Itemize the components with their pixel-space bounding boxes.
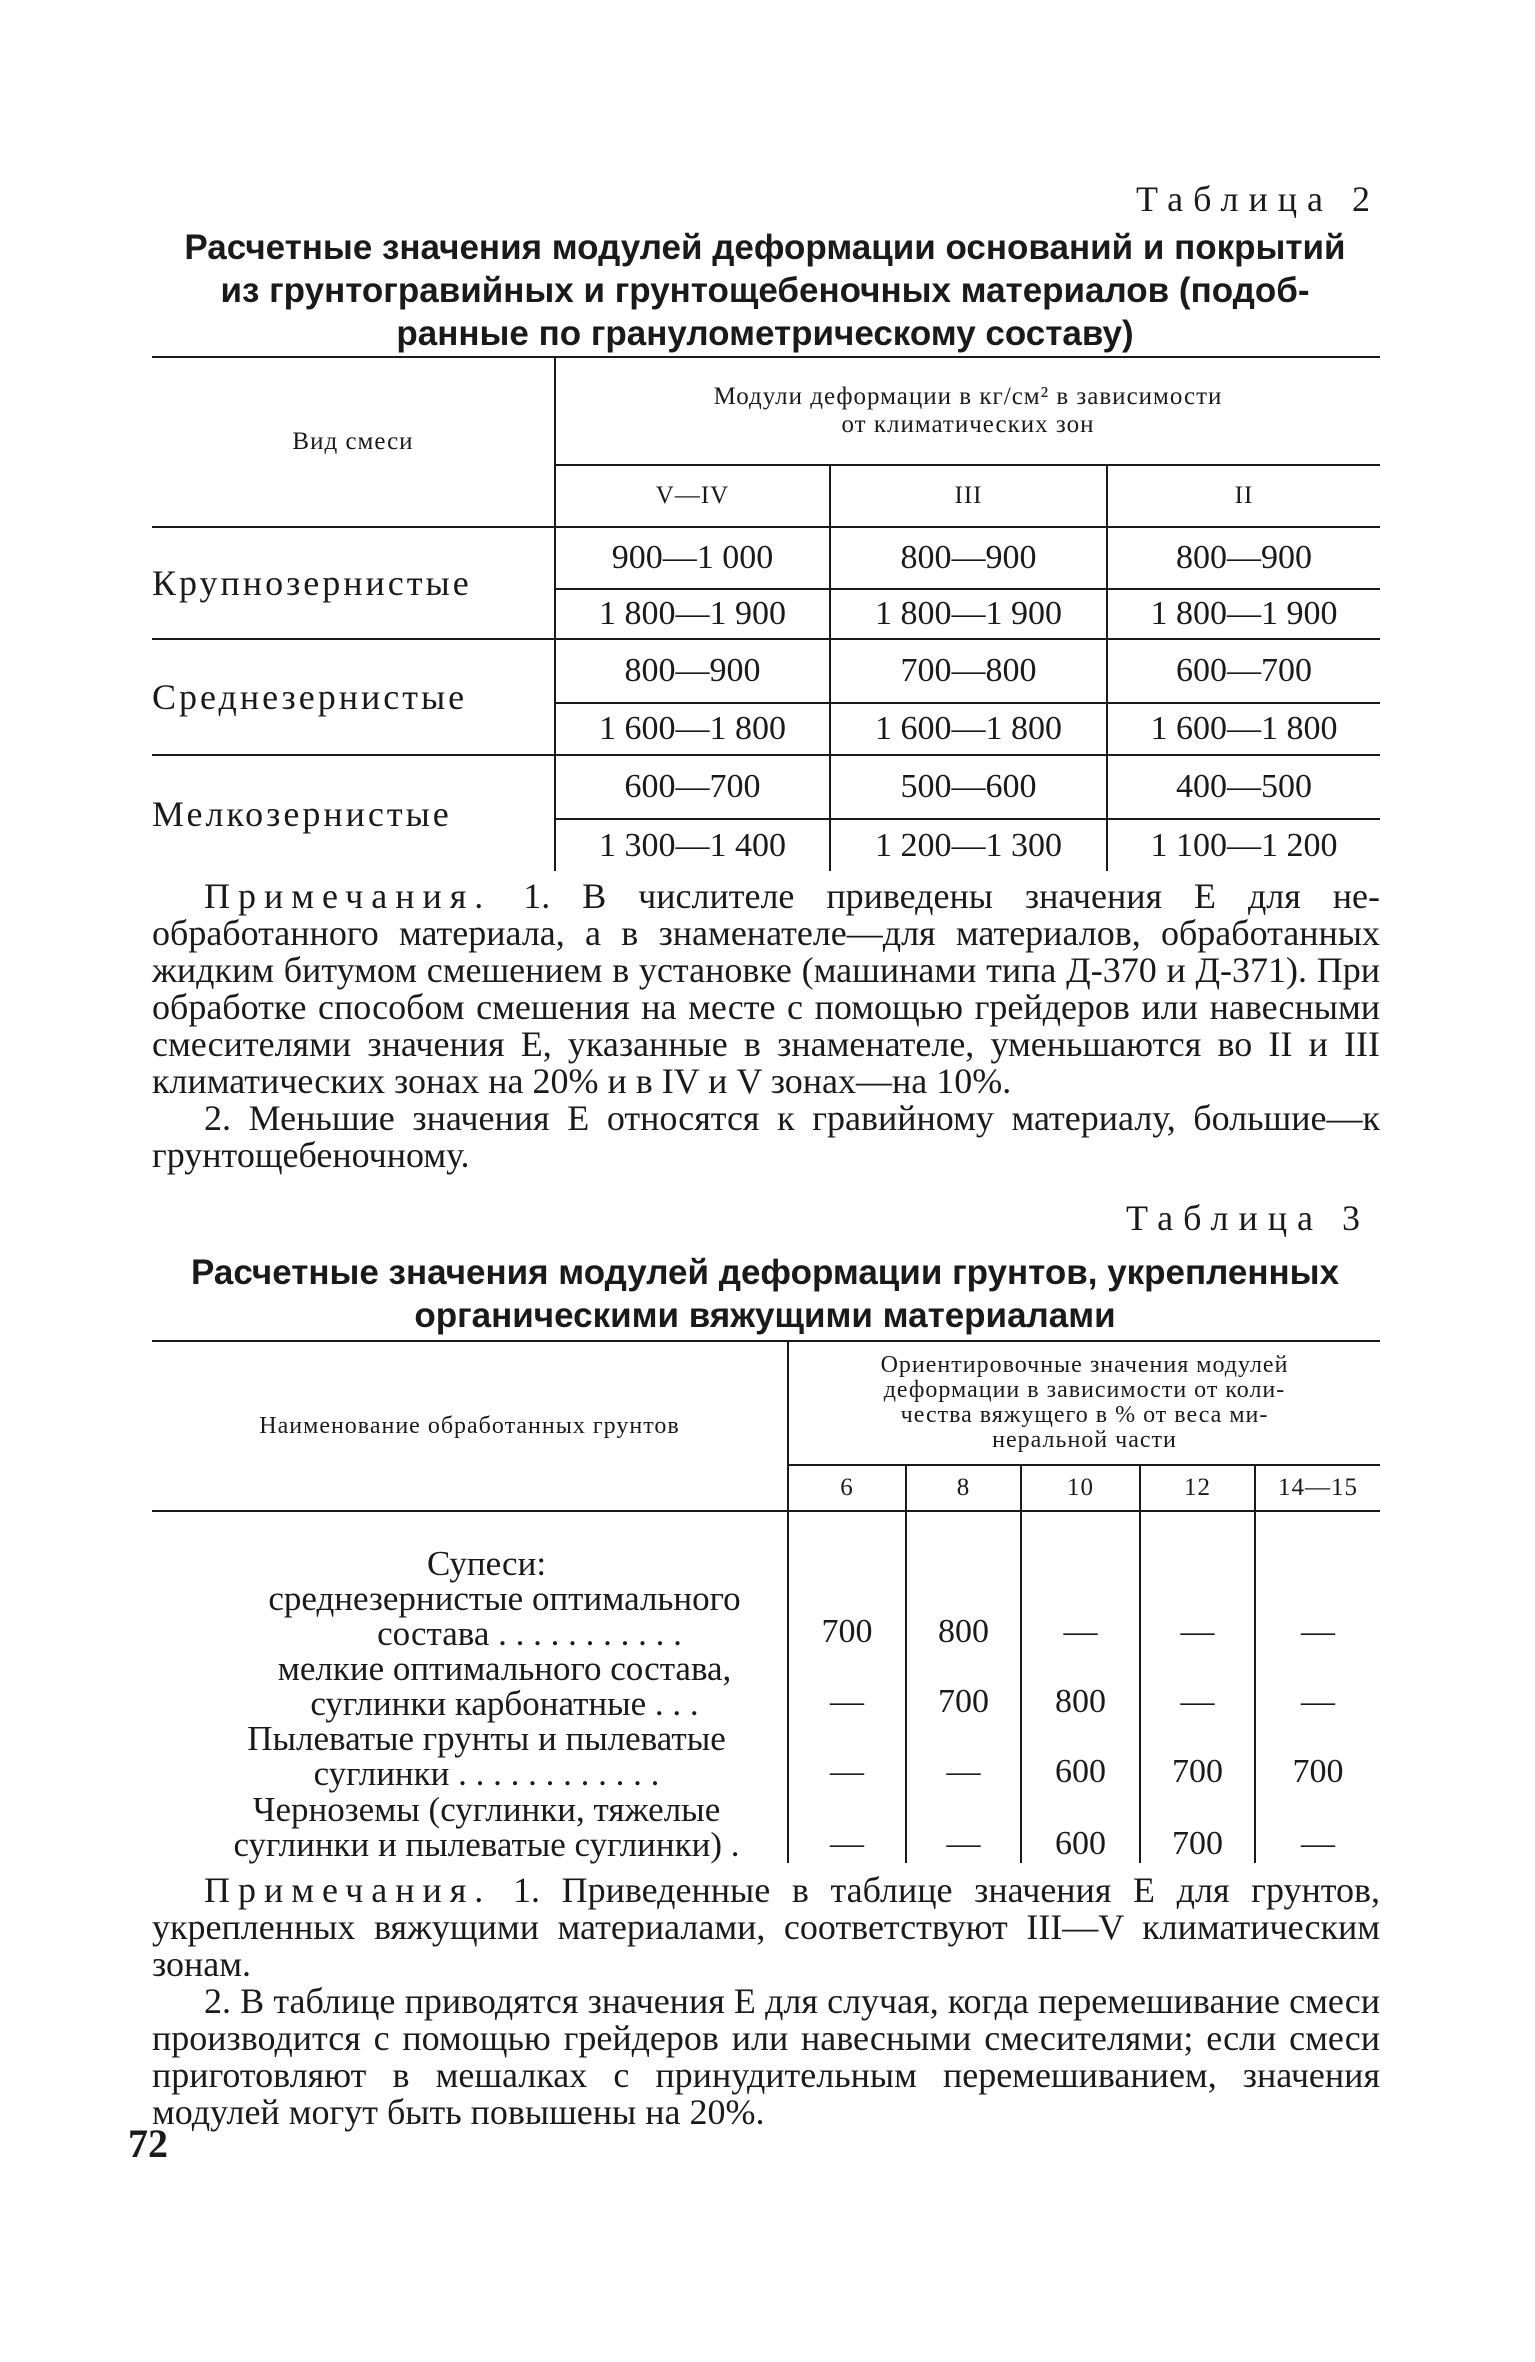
table3-percent-header: 10 <box>1021 1465 1140 1511</box>
table3-cell: 600 <box>1021 1791 1140 1863</box>
table2-row-name: Мелкозернистые <box>152 755 555 871</box>
table3-header-group-line: неральной части <box>992 1427 1177 1453</box>
table3-percent-header: 14—15 <box>1278 1474 1358 1501</box>
table2-label: Таблица 2 <box>1136 179 1380 219</box>
table3-row-name-line: суглинки . . . . . . . . . . . . <box>313 1754 660 1793</box>
table2-cell-denominator: 1 100—1 200 <box>1150 826 1338 864</box>
table2-cell-numerator: 900—1 000 <box>555 527 830 589</box>
table2-header-group <box>555 357 1380 465</box>
table3-percent-header: 12 <box>1140 1465 1255 1511</box>
table3-header-group-line: деформации в зависимости от коли- <box>883 1377 1286 1403</box>
table3-cell: 700 <box>788 1581 906 1651</box>
table3-header-name: Наименование обработанных грунтов <box>152 1341 788 1511</box>
table3-cell: — <box>1301 1825 1335 1862</box>
table3-header-group-line: чества вяжущего в % от веса ми- <box>900 1402 1269 1428</box>
table2-note-2: 2. Меньшие значения E относятся к гравийному материалу, большие—к грунтощебеночному. <box>152 1098 1380 1175</box>
table3-notes-heading: Примечания. <box>204 1870 492 1910</box>
table2-zone-header: II <box>1234 482 1254 509</box>
table2-cell-denominator: 1 200—1 300 <box>830 819 1107 871</box>
table3-cell: — <box>1140 1581 1255 1651</box>
table2-cell-numerator: 500—600 <box>830 755 1107 819</box>
table2-header-group-line: Модули деформации в кг/см² в зависимости <box>713 383 1223 410</box>
table3-title-line: Расчетные значения модулей деформации грунтов, укрепленных <box>190 1253 1340 1292</box>
table2-title-line: из грунтогравийных и грунтощебеночных материалов (подоб- <box>220 271 1310 310</box>
table3-row-name <box>152 1791 788 1863</box>
table3-row-name-line: суглинки карбонатные . . . <box>310 1684 699 1723</box>
table3-row-name <box>152 1651 788 1721</box>
table2-cell-numerator: 400—500 <box>1107 755 1380 819</box>
table2-notes-heading: Примечания. <box>204 876 492 916</box>
table2 <box>152 356 1380 871</box>
table2-cell-numerator: 600—700 <box>555 755 830 819</box>
table2-cell-denominator: 1 300—1 400 <box>555 819 830 871</box>
table2-title <box>150 226 1380 355</box>
table3-row-name-line: мелкие оптимального состава, <box>277 1649 732 1688</box>
table3-row-name-line: Черноземы (суглинки, тяжелые <box>252 1790 721 1829</box>
table3-cell: 800 <box>906 1581 1021 1651</box>
table3-note-1-text: 1. Приведенные в таблице значения E для грунтов, укрепленных вяжущими материалами, соответствуют III—V климатическим зонам. <box>152 1870 1380 1984</box>
table3-notes <box>152 1872 1380 2131</box>
table3-cell: — <box>788 1791 906 1863</box>
table3-cell: — <box>1301 1613 1335 1650</box>
table3-header-group <box>788 1341 1380 1465</box>
table3 <box>152 1340 1380 1863</box>
table3-cell: — <box>1021 1581 1140 1651</box>
table2-title-line: Расчетные значения модулей деформации оснований и покрытий <box>184 228 1346 267</box>
table3-cell: 700 <box>1292 1753 1344 1790</box>
table3-note-2: 2. В таблице приводятся значения E для случая, когда перемешивание смеси производится с помощью грейдеров или навесными смесителями; если смеси приготовляют в мешалках с принудительным перемешиванием, значения модулей могут быть повышены на 20%. <box>152 1981 1380 2132</box>
table3-header-group-line: Ориентировочные значения модулей <box>880 1352 1289 1378</box>
table2-notes <box>152 878 1380 1174</box>
table2-header-group-line: от климатических зон <box>841 411 1095 438</box>
table3-cell: 700 <box>1140 1721 1255 1791</box>
table3-row-name-line: среднезернистые оптимального <box>268 1579 741 1618</box>
table3-cell: — <box>906 1791 1021 1863</box>
table3-row-name-line: Пылеватые грунты и пылеватые <box>247 1719 726 1758</box>
table3-title <box>150 1251 1380 1337</box>
table2-cell-numerator: 800—900 <box>830 527 1107 589</box>
table2-title-line: ранные по гранулометрическому составу) <box>396 314 1134 353</box>
table3-label: Таблица 3 <box>1126 1198 1370 1238</box>
table3-percent-header: 8 <box>906 1465 1021 1511</box>
table3-row-name <box>152 1581 788 1651</box>
table2-row-name: Крупнозернистые <box>152 527 555 639</box>
table3-title-line: органическими вяжущими материалами <box>414 1296 1116 1335</box>
table3-cell: — <box>906 1721 1021 1791</box>
table2-cell-numerator: 800—900 <box>1107 527 1380 589</box>
table2-cell-denominator: 1 800—1 900 <box>555 589 830 639</box>
table3-row-name-line: состава . . . . . . . . . . . <box>377 1614 682 1653</box>
table3-cell: 700 <box>1140 1791 1255 1863</box>
table2-note-1-text: 1. В числителе приведены значения E для необработанного материала, а в знаменателе—для материалов, обработанных жидким битумом смешением в установке (машинами типа Д-370 и Д-371). При обработке способом смешения на месте с помощью грейдеров или навесными смесителями значения E, указанные в знаменателе, уменьшаются во II и III климатических зонах на 20% и в IV и V зонах—на 10%. <box>152 876 1380 1101</box>
table2-cell-denominator: 1 800—1 900 <box>830 589 1107 639</box>
table3-percent-header: 6 <box>788 1465 906 1511</box>
table2-cell-denominator: 1 600—1 800 <box>830 703 1107 755</box>
table2-cell-numerator: 800—900 <box>555 639 830 703</box>
table2-header-type: Вид смеси <box>152 357 555 527</box>
table2-note-1 <box>152 878 1380 1100</box>
table3-cell: — <box>788 1721 906 1791</box>
table2-cell-denominator: 1 600—1 800 <box>555 703 830 755</box>
table3-cell: — <box>1301 1683 1335 1720</box>
table3-group-heading: Супеси: <box>152 1511 788 1581</box>
table2-zone-header: V—IV <box>555 465 830 527</box>
table3-row-name-line: суглинки и пылеватые суглинки) . <box>233 1825 740 1864</box>
table3-cell: — <box>788 1651 906 1721</box>
table3-cell: 800 <box>1021 1651 1140 1721</box>
table2-cell-numerator: 700—800 <box>830 639 1107 703</box>
table3-cell: — <box>1140 1651 1255 1721</box>
table3-cell: 600 <box>1021 1721 1140 1791</box>
table2-cell-denominator: 1 600—1 800 <box>1150 710 1338 747</box>
table2-cell-numerator: 600—700 <box>1107 639 1380 703</box>
table3-note-1 <box>152 1872 1380 1983</box>
page-number: 72 <box>128 2121 168 2166</box>
table2-zone-header: III <box>830 465 1107 527</box>
table2-cell-denominator: 1 800—1 900 <box>1150 595 1338 632</box>
table2-row-name: Среднезернистые <box>152 639 555 755</box>
table3-cell: 700 <box>906 1651 1021 1721</box>
table3-row-name <box>152 1721 788 1791</box>
